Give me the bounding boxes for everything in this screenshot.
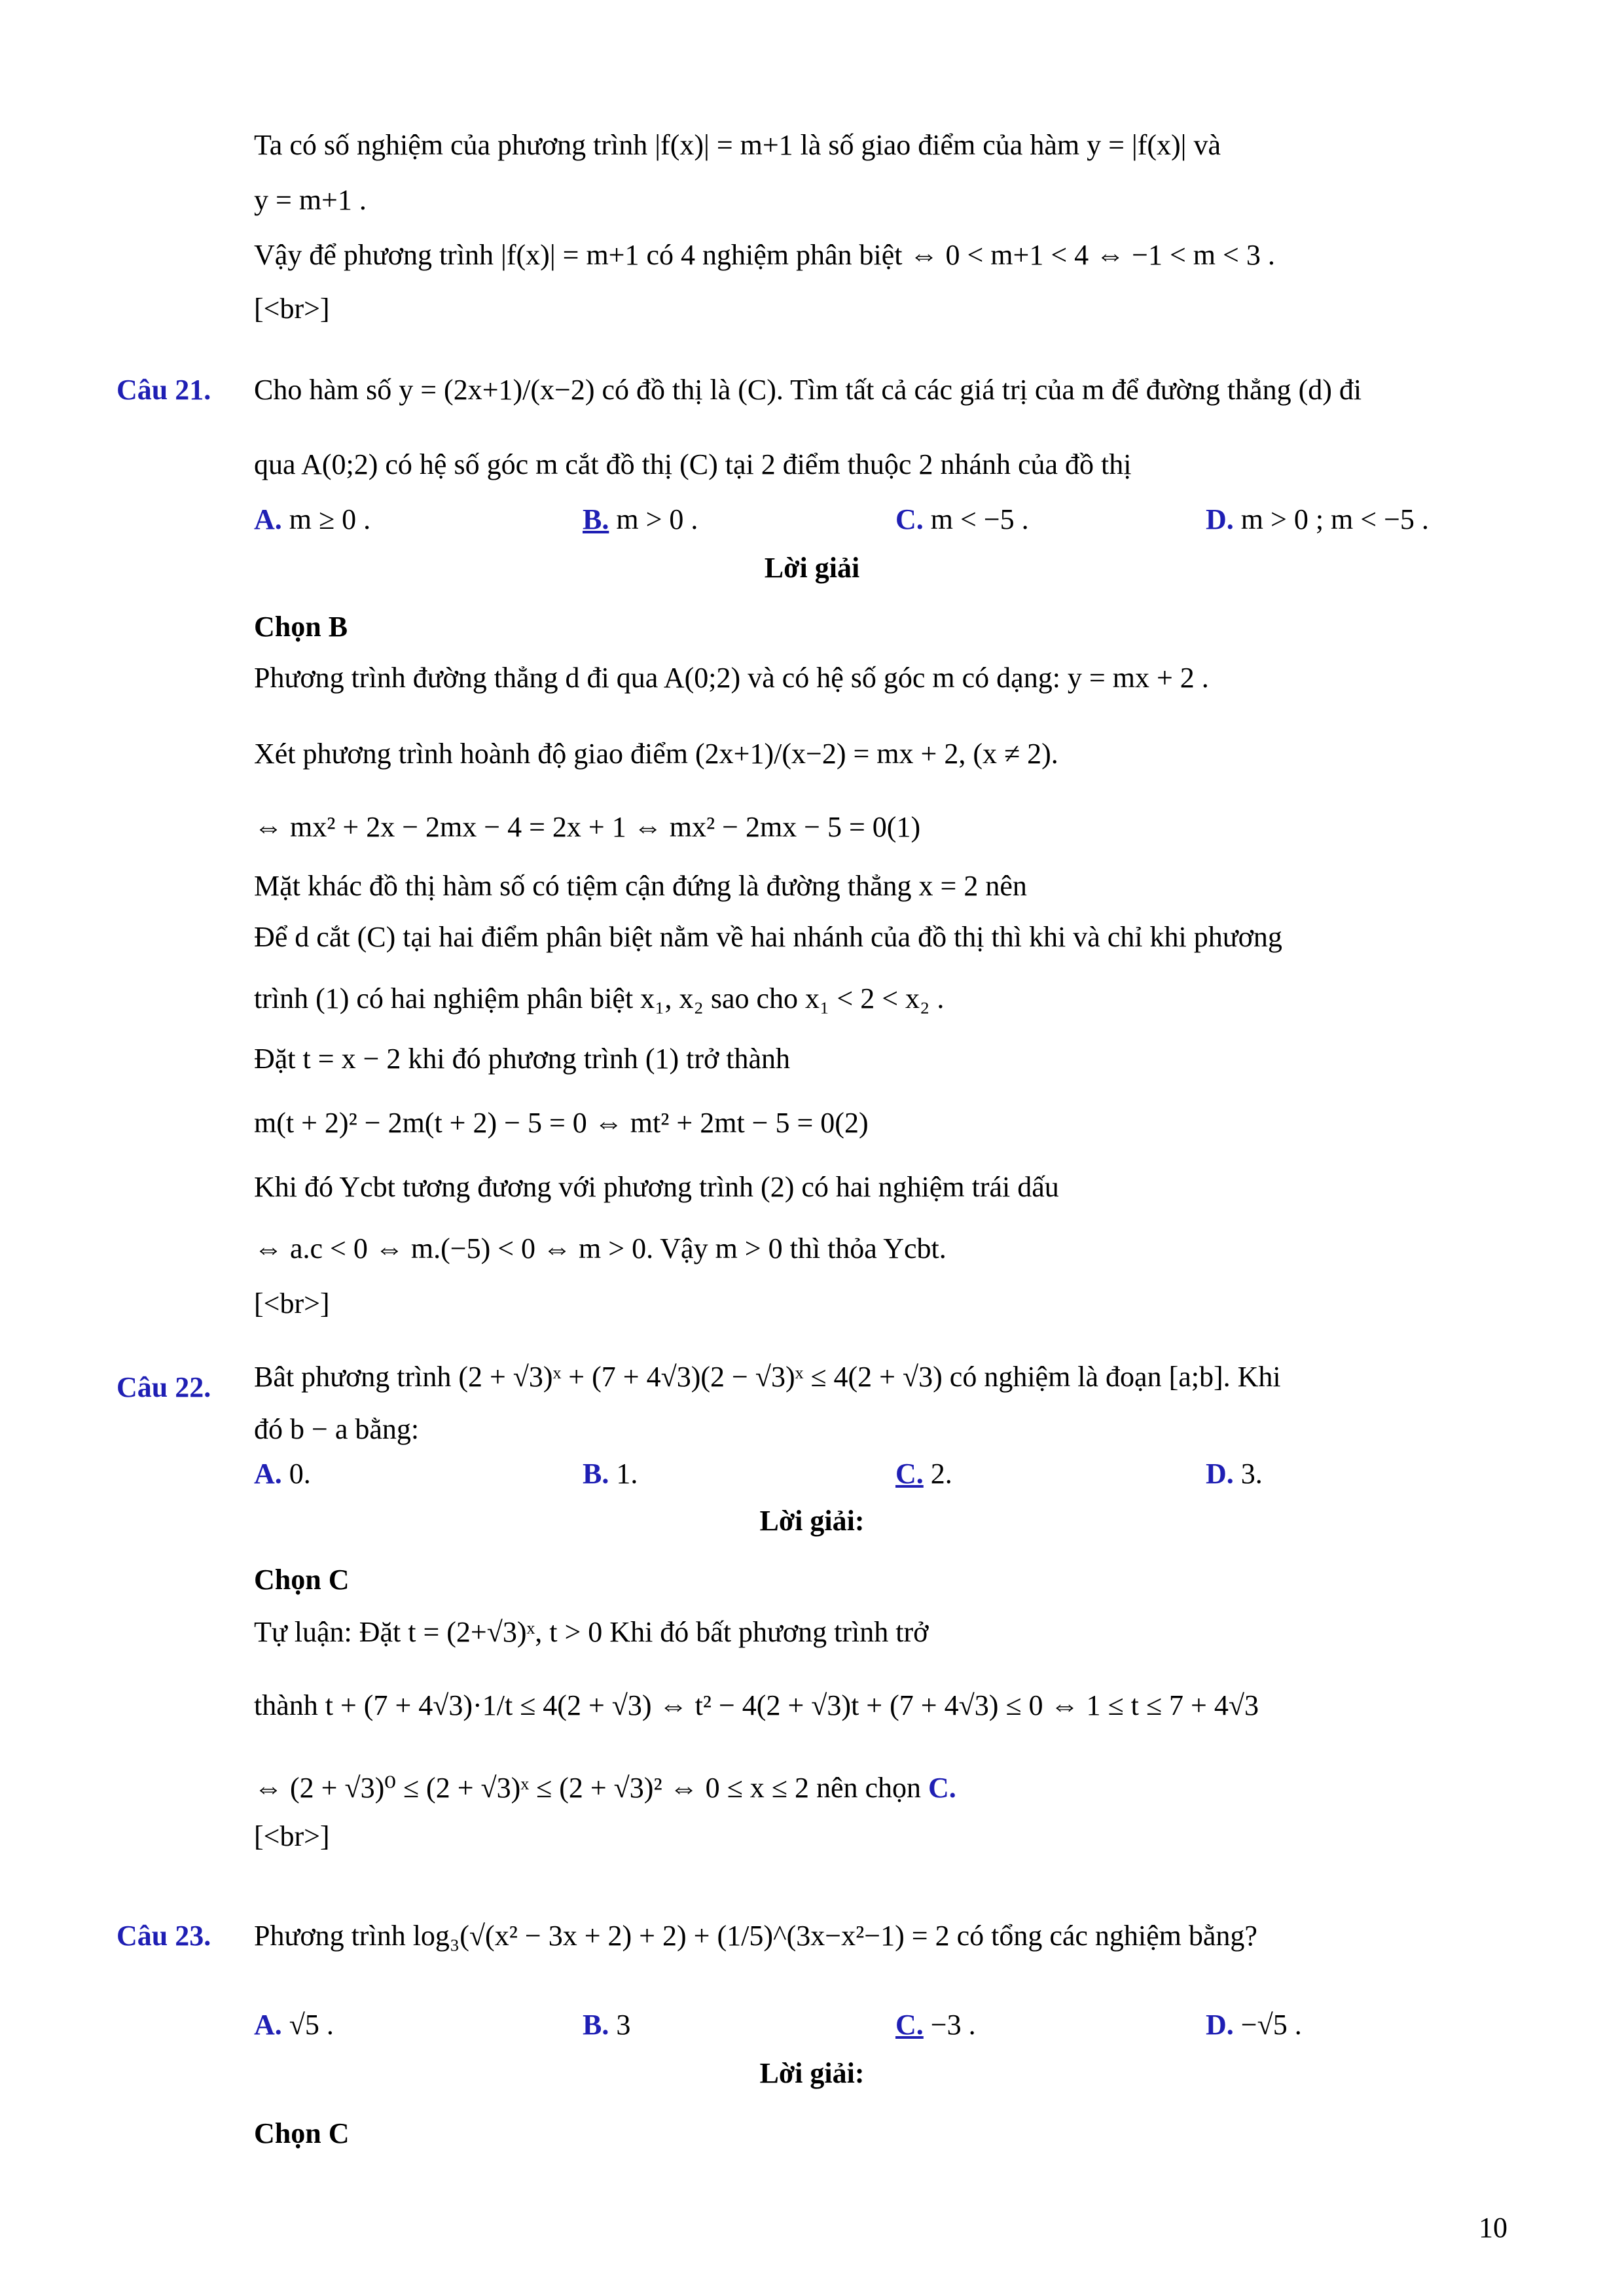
option-b[interactable] xyxy=(583,501,698,538)
option-text: −√5 . xyxy=(1240,2009,1302,2041)
option-key: D. xyxy=(1206,1458,1234,1490)
option-c[interactable] xyxy=(895,1456,952,1492)
solution-line: [<br>] xyxy=(254,1820,330,1852)
option-key: A. xyxy=(254,2009,282,2041)
question-stem: Bât phương trình (2 + √3)ˣ + (7 + 4√3)(2 − √3)ˣ ≤ 4(2 + √3) có nghiệm là đoạn [a;b]. Khi xyxy=(254,1361,1281,1393)
chosen-answer: Chọn C xyxy=(254,1564,350,1596)
solution-line: ⇔ a.c < 0 ⇔ m.(−5) < 0 ⇔ m > 0. Vậy m > 0 thì thỏa Ycbt. xyxy=(254,1232,947,1265)
option-key: B. xyxy=(583,503,609,535)
solution-line: Phương trình đường thẳng d đi qua A(0;2) và có hệ số góc m có dạng: y = mx + 2 . xyxy=(254,662,1209,694)
option-d[interactable] xyxy=(1206,501,1429,538)
option-d[interactable] xyxy=(1206,2007,1302,2043)
question-stem: Cho hàm số y = (2x+1)/(x−2) có đồ thị là (C). Tìm tất cả các giá trị của m để đường thẳng (d) đi xyxy=(254,374,1362,406)
text-line: Vậy để phương trình |f(x)| = m+1 có 4 nghiệm phân biệt ⇔ 0 < m+1 < 4 ⇔ −1 < m < 3 . xyxy=(254,239,1275,271)
solution-line: ⇔ mx² + 2x − 2mx − 4 = 2x + 1 ⇔ mx² − 2mx − 5 = 0(1) xyxy=(254,811,921,843)
option-key: C. xyxy=(895,503,924,535)
solution-line: [<br>] xyxy=(254,1287,330,1319)
solution-line: Mặt khác đồ thị hàm số có tiệm cận đứng là đường thẳng x = 2 nên xyxy=(254,870,1027,902)
option-b[interactable] xyxy=(583,1456,638,1492)
option-text: √5 . xyxy=(289,2009,334,2041)
option-text: 2. xyxy=(930,1458,952,1490)
option-key: D. xyxy=(1206,2009,1234,2041)
option-key: A. xyxy=(254,503,282,535)
option-text: −3 . xyxy=(930,2009,976,2041)
question-label: Câu 21. xyxy=(117,374,211,406)
question-label: Câu 22. xyxy=(117,1371,211,1403)
option-a[interactable] xyxy=(254,2007,334,2043)
solution-title: Lời giải: xyxy=(759,1505,865,1537)
option-key: A. xyxy=(254,1458,282,1490)
option-text: m ≥ 0 . xyxy=(289,503,371,535)
page-number: 10 xyxy=(1479,2212,1507,2244)
solution-line: m(t + 2)² − 2m(t + 2) − 5 = 0 ⇔ mt² + 2mt − 5 = 0(2) xyxy=(254,1107,869,1139)
question-stem: Phương trình log₃(√(x² − 3x + 2) + 2) + (1/5)^(3x−x²−1) = 2 có tổng các nghiệm bằng? xyxy=(254,1920,1257,1952)
option-c[interactable] xyxy=(895,501,1029,538)
option-text: 0. xyxy=(289,1458,311,1490)
solution-line: Để d cắt (C) tại hai điểm phân biệt nằm về hai nhánh của đồ thị thì khi và chỉ khi phương xyxy=(254,921,1282,953)
option-key: C. xyxy=(895,2009,924,2041)
chosen-answer: Chọn B xyxy=(254,611,348,643)
option-text: 3. xyxy=(1240,1458,1263,1490)
text-line: Ta có số nghiệm của phương trình |f(x)| = m+1 là số giao điểm của hàm y = |f(x)| và xyxy=(254,129,1221,161)
chosen-option-ref: C. xyxy=(928,1772,956,1804)
option-d[interactable] xyxy=(1206,1456,1263,1492)
option-b[interactable] xyxy=(583,2007,630,2043)
question-label: Câu 23. xyxy=(117,1920,211,1952)
solution-line: Đặt t = x − 2 khi đó phương trình (1) trở thành xyxy=(254,1043,791,1075)
solution-line xyxy=(254,1770,956,1806)
solution-title: Lời giải xyxy=(764,552,860,584)
option-key: B. xyxy=(583,2009,609,2041)
question-stem: qua A(0;2) có hệ số góc m cắt đồ thị (C) tại 2 điểm thuộc 2 nhánh của đồ thị xyxy=(254,448,1132,480)
solution-line: trình (1) có hai nghiệm phân biệt x₁, x₂ sao cho x₁ < 2 < x₂ . xyxy=(254,982,945,1014)
option-text: 1. xyxy=(616,1458,638,1490)
option-key: C. xyxy=(895,1458,924,1490)
solution-title: Lời giải: xyxy=(759,2057,865,2089)
option-a[interactable] xyxy=(254,501,370,538)
option-text: m > 0 . xyxy=(616,503,698,535)
text-line: y = m+1 . xyxy=(254,184,367,216)
chosen-answer: Chọn C xyxy=(254,2117,350,2149)
solution-line: thành t + (7 + 4√3)·1/t ≤ 4(2 + √3) ⇔ t² − 4(2 + √3)t + (7 + 4√3) ≤ 0 ⇔ 1 ≤ t ≤ 7 + 4√3 xyxy=(254,1689,1259,1721)
solution-line: Khi đó Ycbt tương đương với phương trình (2) có hai nghiệm trái dấu xyxy=(254,1171,1059,1203)
option-text: 3 xyxy=(616,2009,631,2041)
solution-text: ⇔ (2 + √3)⁰ ≤ (2 + √3)ˣ ≤ (2 + √3)² ⇔ 0 ≤ x ≤ 2 nên chọn xyxy=(254,1772,922,1804)
solution-line: Xét phương trình hoành độ giao điểm (2x+1)/(x−2) = mx + 2, (x ≠ 2). xyxy=(254,738,1058,770)
option-text: m > 0 ; m < −5 . xyxy=(1240,503,1429,535)
option-key: D. xyxy=(1206,503,1234,535)
text-line: [<br>] xyxy=(254,293,330,325)
question-stem: đó b − a bằng: xyxy=(254,1413,420,1445)
option-text: m < −5 . xyxy=(930,503,1029,535)
solution-line: Tự luận: Đặt t = (2+√3)ˣ, t > 0 Khi đó bất phương trình trở xyxy=(254,1616,929,1648)
option-c[interactable] xyxy=(895,2007,976,2043)
option-key: B. xyxy=(583,1458,609,1490)
option-a[interactable] xyxy=(254,1456,311,1492)
